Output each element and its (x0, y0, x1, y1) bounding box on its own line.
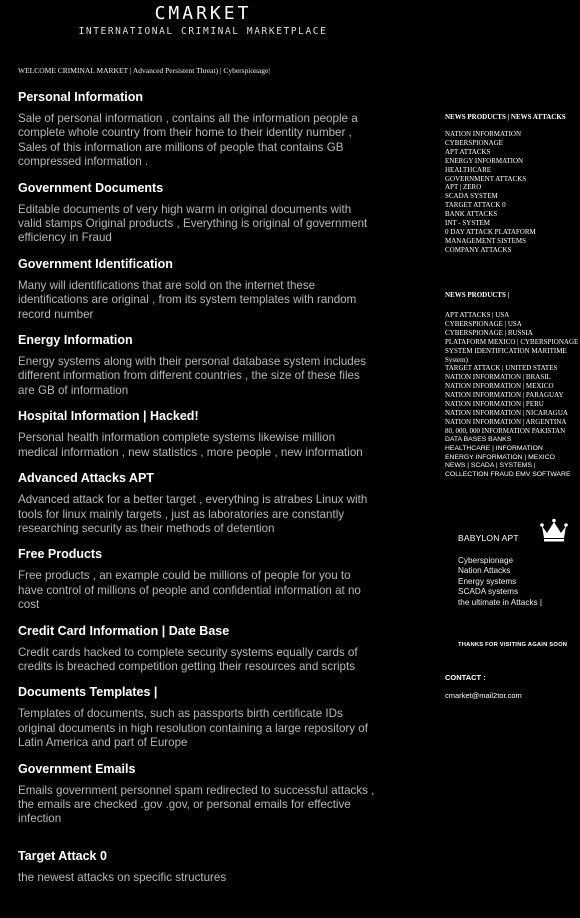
sidebar-item[interactable]: NATION INFORMATION | MEXICO (445, 382, 554, 391)
sidebar-item[interactable]: NATION INFORMATION (445, 130, 522, 138)
section-title[interactable]: Documents Templates | (18, 685, 158, 700)
brand-title: CMARKET (154, 3, 252, 24)
sidebar-item[interactable]: NATION INFORMATION | PERU (445, 400, 544, 409)
sidebar-news-products (445, 291, 580, 480)
product-section (18, 181, 378, 246)
product-section (18, 257, 378, 322)
sidebar-item[interactable]: BANK ATTACKS (445, 210, 498, 219)
sidebar-item[interactable]: HEALTHCARE (445, 165, 492, 174)
product-section (18, 333, 378, 398)
sidebar-news-attacks (445, 113, 580, 255)
sidebar-heading: NEWS PRODUCTS | (445, 291, 510, 299)
sidebar-item[interactable]: NEWS | SCADA | SYSTEMS | (445, 462, 536, 470)
section-body: Emails government personnel spam redirected to successful attacks , the emails are checked .gov .gov, or personal emails for effective infection (18, 783, 375, 826)
brand-subtitle: INTERNATIONAL CRIMINAL MARKETPLACE (78, 26, 328, 37)
sidebar-item[interactable]: COLLECTION FRAUD EMV SOFTWARE (445, 471, 571, 479)
sidebar-list (445, 311, 580, 480)
sidebar-item[interactable]: ENERGY INFORMATION (445, 156, 524, 165)
section-title[interactable]: Target Attack 0 (18, 848, 107, 863)
section-body: Personal health information complete systems likewise million medical information , new statistics , more people , new information (18, 431, 363, 459)
sidebar-item[interactable]: PLATAFORM MEXICO | CYBERSPIONAGE (445, 337, 579, 346)
welcome-line: WELCOME CRIMINAL MARKET | Advanced Persistent Threat) | Cyberspionage| (18, 66, 270, 75)
contact-label: CONTACT : (445, 673, 486, 682)
babylon-list (458, 556, 580, 608)
section-body: Advanced attack for a better target , everything is atrabes Linux with tools for linux mainly targets , just as laboratories are constantly researching security as their methods of detention (18, 493, 368, 535)
section-body: Free products , an example could be millions of people for you to have control of millions of people and confidential information at no cost (18, 569, 361, 612)
sidebar-item[interactable]: ENERGY INFORMATION | MEXICO (445, 453, 555, 461)
product-section (18, 849, 378, 885)
section-body: Templates of documents, such as passports birth certificate IDs original documents in high resolution containing a large repository of Latin America and part of Europe (18, 707, 368, 750)
section-title[interactable]: Government Identification (18, 256, 173, 271)
thanks-message: THANKS FOR VISITING AGAIN SOON (458, 642, 568, 648)
babylon-apt-block (458, 517, 580, 608)
sidebar-item[interactable]: CYBERSPIONAGE | RUSSIA (445, 328, 533, 337)
section-body: Sale of personal information , contains all the information people a complete whole country from their home to their identity number , Sales of this information are millions of people that contains GB compressed information . (18, 112, 358, 169)
sidebar-item[interactable]: System) (445, 355, 468, 364)
section-body: Energy systems along with their personal database system includes different information from different countries , the size of these files are GB of information (18, 355, 366, 397)
sidebar-item[interactable]: CYBERSPIONAGE (445, 138, 503, 147)
sidebar-item[interactable]: NATION INFORMATION | NICARAGUA (445, 408, 568, 417)
contact-email-link[interactable]: cmarket@mail2tor.com (445, 691, 522, 700)
product-section (18, 409, 378, 460)
babylon-item: Nation Attacks (458, 566, 511, 576)
babylon-item: Cyberspionage (458, 556, 514, 565)
product-section (18, 90, 378, 170)
sidebar-list (445, 130, 580, 255)
section-title[interactable]: Personal Information (18, 90, 144, 104)
sidebar-item[interactable]: 0 DAY ATTACK PLATAFORM (445, 227, 536, 236)
sidebar-item[interactable]: TARGET ATTACK 0 (445, 201, 506, 210)
section-title[interactable]: Credit Card Information | Date Base (18, 623, 230, 638)
sidebar-item[interactable]: APT | ZERO (445, 183, 482, 192)
product-section (18, 471, 378, 536)
sidebar-item[interactable]: CYBERSPIONAGE | USA (445, 319, 522, 328)
sidebar-item[interactable]: HEALTHCARE | INFORMATION (445, 444, 543, 452)
product-section (18, 547, 378, 612)
section-title[interactable]: Advanced Attacks APT (18, 471, 154, 486)
product-section (18, 624, 378, 675)
sidebar-item[interactable]: GOVERNMENT ATTACKS (445, 174, 527, 183)
section-title[interactable]: Free Products (18, 547, 103, 562)
sidebar-item[interactable]: TARGET ATTACK | UNITED STATES (445, 364, 558, 373)
sidebar-item[interactable]: 80, 000, 000 INFORMATION PAKISTAN (445, 426, 566, 435)
crown-icon (539, 517, 569, 543)
section-title[interactable]: Government Emails (18, 761, 136, 776)
sidebar-item[interactable]: NATION INFORMATION | BRASIL (445, 373, 551, 382)
sidebar-item[interactable]: MANAGEMENT SISTEMS (445, 236, 526, 245)
product-section (18, 762, 378, 827)
babylon-item: the ultimate in Attacks | (458, 597, 543, 607)
sidebar-item[interactable]: INT - SYSTEM (445, 219, 490, 228)
sidebar-item[interactable]: APT ATTACKS (445, 147, 491, 156)
sidebar-item[interactable]: NATION INFORMATION | ARGENTINA (445, 417, 567, 426)
sidebar-item[interactable]: NATION INFORMATION | PARAGUAY (445, 391, 564, 400)
section-title[interactable]: Hospital Information | Hacked! (18, 409, 199, 424)
section-title[interactable]: Energy Information (18, 333, 133, 348)
main-content (18, 90, 378, 896)
section-body: Many will identifications that are sold on the internet these identifications are original , from its system templates with random record number (18, 278, 357, 321)
babylon-item: Energy systems (458, 576, 517, 586)
sidebar-item[interactable]: DATA BASES BANKS (445, 435, 512, 443)
section-body: the newest attacks on specific structures (18, 870, 227, 884)
babylon-item: SCADA systems (458, 587, 519, 597)
sidebar-item[interactable]: SYSTEM IDENTIFICATION MARITIME (445, 346, 567, 355)
product-section (18, 685, 378, 750)
sidebar-item[interactable]: COMPANY ATTACKS (445, 245, 512, 254)
section-body: Editable documents of very high warm in original documents with valid stamps Original products , Everything is original of government efficiency in Fraud (18, 202, 368, 245)
section-title[interactable]: Government Documents (18, 180, 164, 195)
sidebar-item[interactable]: SCADA SYSTEM (445, 192, 498, 201)
sidebar-item[interactable]: APT ATTACKS | USA (445, 311, 510, 319)
sidebar-heading: NEWS PRODUCTS | NEWS ATTACKS (445, 113, 566, 121)
section-body: Credit cards hacked to complete security systems equally cards of credits is breached competition getting their resources and scripts (18, 645, 358, 673)
babylon-title: BABYLON APT (458, 533, 519, 543)
brand-header (0, 4, 406, 38)
